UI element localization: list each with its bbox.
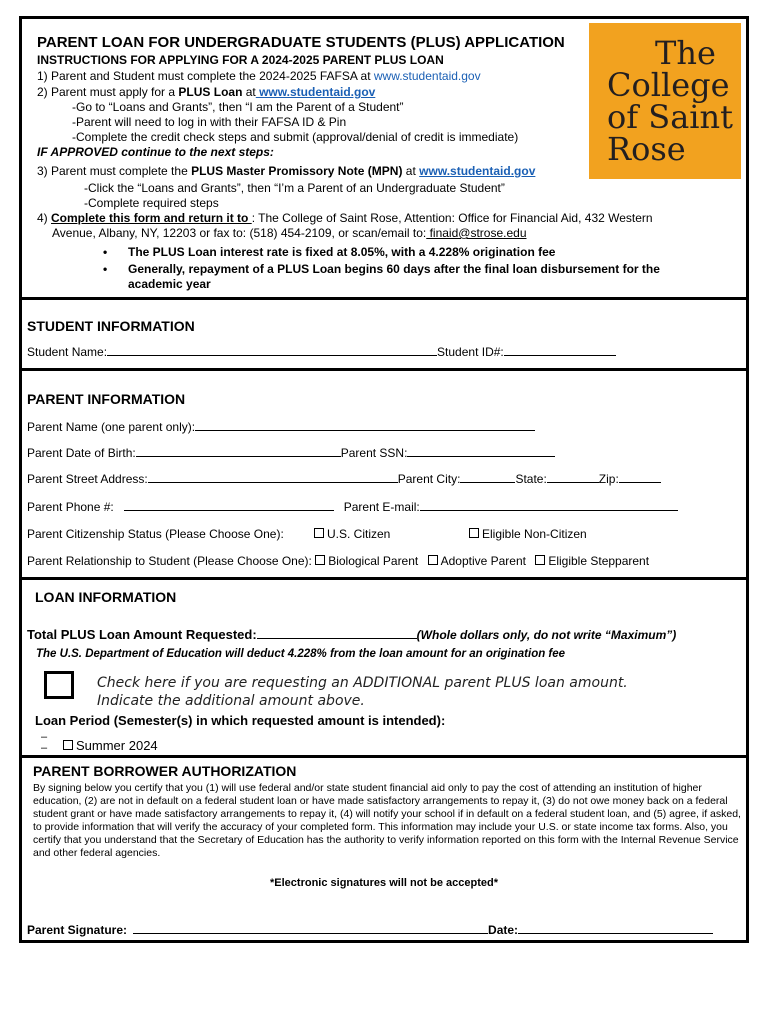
logo-line-4: Rose	[607, 130, 686, 168]
bullet-1-text: The PLUS Loan interest rate is fixed at 8.05%, with a 4.228% origination fee	[128, 245, 556, 259]
finaid-email[interactable]: finaid@strose.edu	[426, 226, 527, 240]
loan-amount-row	[27, 626, 676, 642]
parent-name-input[interactable]	[195, 419, 535, 431]
bullet-2-text: Generally, repayment of a PLUS Loan begins 60 days after the final loan disbursement for the	[128, 262, 660, 276]
checkbox-stepparent[interactable]	[535, 555, 545, 565]
parent-name-row	[27, 419, 535, 434]
student-name-row	[27, 344, 616, 359]
step-3-at: at	[402, 164, 420, 178]
parent-zip-input[interactable]	[619, 471, 661, 483]
loan-info-heading: LOAN INFORMATION	[35, 589, 177, 605]
step-3	[37, 164, 535, 178]
loan-amount-input[interactable]	[257, 626, 417, 639]
parent-ssn-label: Parent SSN:	[340, 446, 408, 460]
checkbox-us-citizen[interactable]	[314, 528, 324, 538]
bullet-1-char: •	[103, 245, 108, 259]
parent-contact-row	[27, 499, 678, 514]
parent-info-heading: PARENT INFORMATION	[27, 391, 186, 407]
student-id-input[interactable]	[504, 344, 616, 356]
step-2-at: at	[242, 85, 256, 99]
step-2c: -Complete the credit check steps and submit (approval/denial of credit is immediate)	[72, 130, 519, 144]
parent-email-label: Parent E-mail:	[343, 500, 420, 514]
parent-street-label: Parent Street Address:	[27, 472, 148, 486]
parent-name-label: Parent Name (one parent only):	[27, 420, 196, 434]
college-logo	[589, 23, 741, 179]
studentaid-link-1[interactable]: www.studentaid.gov	[373, 69, 481, 83]
rel-bio-label: Biological Parent	[328, 554, 419, 568]
loan-amount-label: Total PLUS Loan Amount Requested:	[27, 627, 257, 642]
bullet-2	[103, 262, 660, 276]
summer-option[interactable]	[63, 738, 158, 753]
citizen-option-label: U.S. Citizen	[327, 527, 391, 541]
loan-amount-note: (Whole dollars only, do not write “Maximum”)	[416, 628, 677, 642]
step-2b: -Parent will need to log in with their FAFSA ID & Pin	[72, 115, 347, 129]
student-id-label: Student ID#:	[437, 345, 504, 359]
parent-phone-label: Parent Phone #:	[27, 500, 114, 514]
esign-note: *Electronic signatures will not be accepted*	[270, 877, 499, 889]
noncitizen-option[interactable]	[469, 527, 587, 541]
step-3b: -Complete required steps	[84, 196, 219, 210]
relationship-row	[27, 554, 649, 568]
step-3-pre: 3) Parent must complete the	[37, 164, 192, 178]
step-1	[37, 69, 481, 83]
additional-loan-checkbox[interactable]	[44, 671, 74, 699]
step-1-text: 1) Parent and Student must complete the 2024-2025 FAFSA at	[37, 69, 374, 83]
step-4-bold: Complete this form and return it to	[51, 211, 252, 225]
logo-line-1: The	[655, 34, 716, 72]
signature-row	[27, 922, 713, 937]
step-2-pre: 2) Parent must apply for a	[37, 85, 179, 99]
citizen-option[interactable]	[314, 527, 390, 541]
checkbox-summer-2024[interactable]	[63, 740, 73, 750]
noncitizen-option-label: Eligible Non-Citizen	[482, 527, 587, 541]
dash-marker: –	[41, 731, 48, 743]
step-3a: -Click the “Loans and Grants”, then “I’m a Parent of an Undergraduate Student”	[84, 181, 505, 195]
date-label: Date:	[488, 923, 519, 937]
form-title: PARENT LOAN FOR UNDERGRADUATE STUDENTS (PLUS) APPLICATION	[37, 34, 565, 51]
parent-email-input[interactable]	[420, 499, 678, 511]
parent-phone-input[interactable]	[124, 499, 334, 511]
student-name-input[interactable]	[107, 344, 437, 356]
date-input[interactable]	[518, 922, 713, 934]
parent-zip-label: Zip:	[598, 472, 619, 486]
parent-ssn-input[interactable]	[407, 445, 555, 457]
studentaid-link-3[interactable]: www.studentaid.gov	[419, 164, 536, 178]
student-name-label: Student Name:	[27, 345, 108, 359]
parent-city-input[interactable]	[460, 471, 515, 483]
authorization-paragraph: By signing below you certify that you (1) will use federal and/or state student financial aid only to pay the cost of attending an institution of higher education, (2) are not in default on a federal student loan or have made satisfactory arrangements to repay it, (3) do not owe money back on a federal student grant or have made satisfactory arrangements to repay it, (4) will notify your school if in default on a federal student loan, and (5) agree, if asked, to provide information that will verify the accuracy of your completed form. This information may include your U.S. or state income tax forms. Also, you certify that you understand that the Secretary of Education has the authority to verify information reported on this form with the Internal Revenue Service and other federal agencies.	[33, 782, 741, 859]
step-4-line2	[52, 226, 527, 240]
rel-step-label: Eligible Stepparent	[548, 554, 650, 568]
parent-dob-row	[27, 445, 555, 460]
step-2a: -Go to “Loans and Grants”, then “I am the Parent of a Student”	[72, 100, 404, 114]
divider	[22, 297, 746, 300]
step-3-bold: PLUS Master Promissory Note (MPN)	[191, 164, 403, 178]
bullet-2-cont: academic year	[128, 277, 211, 291]
logo-line-3: of Saint	[607, 98, 733, 136]
citizenship-label: Parent Citizenship Status (Please Choose One):	[27, 527, 284, 541]
step-4-num: 4)	[37, 211, 52, 225]
bullet-1	[103, 245, 555, 259]
parent-dob-input[interactable]	[136, 445, 341, 457]
divider	[22, 368, 746, 371]
divider	[22, 577, 746, 580]
studentaid-link-2[interactable]: www.studentaid.gov	[255, 85, 376, 99]
parent-state-input[interactable]	[547, 471, 599, 483]
step-4	[37, 211, 653, 225]
step-2	[37, 85, 375, 99]
step-4-text: : The College of Saint Rose, Attention: Office for Financial Aid, 432 Western	[251, 211, 653, 225]
step-4-text2: Avenue, Albany, NY, 12203 or fax to: (518) 454-2109, or scan/email to:	[52, 226, 427, 240]
deduct-note: The U.S. Department of Education will deduct 4.228% from the loan amount for an origination fee	[36, 648, 566, 660]
rel-adoptive-label: Adoptive Parent	[440, 554, 526, 568]
checkbox-adoptive[interactable]	[428, 555, 438, 565]
bullet-2-char: •	[103, 262, 108, 276]
checkbox-eligible-noncitizen[interactable]	[469, 528, 479, 538]
parent-address-row	[27, 471, 661, 486]
parent-dob-label: Parent Date of Birth:	[27, 446, 136, 460]
if-approved-note: IF APPROVED continue to the next steps:	[37, 145, 274, 159]
loan-period-label: Loan Period (Semester(s) in which requested amount is intended):	[35, 713, 446, 728]
additional-line-1: Check here if you are requesting an ADDITIONAL parent PLUS loan amount.	[97, 675, 628, 691]
signature-label: Parent Signature:	[27, 923, 128, 937]
additional-line-2: Indicate the additional amount above.	[97, 693, 365, 709]
authorization-heading: PARENT BORROWER AUTHORIZATION	[33, 763, 297, 779]
dash-marker: –	[41, 742, 48, 754]
instructions-heading: INSTRUCTIONS FOR APPLYING FOR A 2024-2025 PARENT PLUS LOAN	[37, 53, 444, 67]
logo-line-2: College	[607, 66, 730, 104]
signature-input[interactable]	[133, 922, 488, 934]
relationship-label: Parent Relationship to Student (Please Choose One):	[27, 554, 312, 568]
divider	[22, 755, 746, 758]
checkbox-biological[interactable]	[315, 555, 325, 565]
step-2-bold: PLUS Loan	[178, 85, 243, 99]
parent-city-label: Parent City:	[397, 472, 461, 486]
student-info-heading: STUDENT INFORMATION	[27, 318, 195, 334]
summer-option-label: Summer 2024	[76, 738, 158, 753]
parent-state-label: State:	[515, 472, 547, 486]
parent-street-input[interactable]	[148, 471, 398, 483]
